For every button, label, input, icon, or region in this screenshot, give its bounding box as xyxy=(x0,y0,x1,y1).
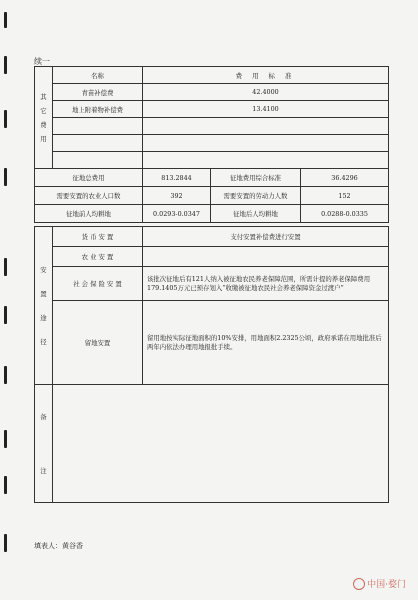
binding-mark xyxy=(4,258,7,276)
agriculture-resettlement-row xyxy=(35,247,389,267)
filled-by: 填表人：黄谷香 xyxy=(34,542,83,550)
other-fees-header-row xyxy=(35,67,389,84)
agriculture-resettlement-label: 农 业 安 置 xyxy=(53,247,143,267)
labor-population-label: 需要安置的劳动力人数 xyxy=(211,187,301,205)
farmer-population-value: 392 xyxy=(143,187,211,205)
binding-mark xyxy=(4,430,7,448)
currency-resettlement-row xyxy=(35,227,389,247)
continued-label: 续一 xyxy=(34,57,50,66)
binding-mark xyxy=(4,306,7,324)
social-insurance-text: 该批次征地后有121人纳入被征地农民养老保障范围，所需计提的养老保障费用179.1405万元已预存划入“收缴被征地农民社会养老保障资金过渡户” xyxy=(143,267,389,301)
land-after-value: 0.0288-0.0335 xyxy=(301,205,389,223)
currency-resettlement-text: 支付安置补偿费进行安置 xyxy=(143,227,389,247)
name-header: 名称 xyxy=(53,67,143,84)
watermark-seal-icon xyxy=(353,578,365,590)
land-acquisition-form xyxy=(34,66,389,503)
remarks-row xyxy=(35,385,389,503)
social-insurance-label: 社 会 保 险 安 置 xyxy=(53,267,143,301)
total-fee-row xyxy=(35,169,389,187)
reserved-land-label: 留地安置 xyxy=(53,301,143,385)
fee-value: 13.4100 xyxy=(143,101,389,118)
per-capita-land-row xyxy=(35,205,389,223)
table-row xyxy=(35,101,389,118)
site-watermark: 中国·婺门 xyxy=(353,577,406,591)
reserved-land-text: 留用地按实际征地面积的10%安排，用地面积2.2325公顷，政府承诺在用地批准后两年内依法办理用地报批手续。 xyxy=(143,301,389,385)
land-before-label: 征地前人均耕地 xyxy=(35,205,143,223)
table-row-empty xyxy=(35,135,389,152)
currency-resettlement-label: 货 币 安 置 xyxy=(53,227,143,247)
fee-value: 42.4000 xyxy=(143,84,389,101)
combined-standard-value: 36.4296 xyxy=(301,169,389,187)
labor-population-value: 152 xyxy=(301,187,389,205)
combined-standard-label: 征地费用综合标准 xyxy=(211,169,301,187)
binding-mark xyxy=(4,56,7,74)
reserved-land-row xyxy=(35,301,389,385)
table-row-empty xyxy=(35,118,389,135)
binding-mark xyxy=(4,476,7,494)
population-row xyxy=(35,187,389,205)
land-after-label: 征地后人均耕地 xyxy=(211,205,301,223)
table-row-empty xyxy=(35,152,389,169)
standard-header: 费 用 标 准 xyxy=(143,67,389,84)
land-before-value: 0.0293-0.0347 xyxy=(143,205,211,223)
total-fee-label: 征地总费用 xyxy=(35,169,143,187)
fee-name: 地上附着物补偿费 xyxy=(53,101,143,118)
social-insurance-row xyxy=(35,267,389,301)
binding-mark xyxy=(4,534,7,552)
total-fee-value: 813.2844 xyxy=(143,169,211,187)
binding-mark xyxy=(4,12,7,28)
remarks-group-label: 备 注 xyxy=(35,385,53,503)
binding-mark xyxy=(4,110,7,128)
agriculture-resettlement-text xyxy=(143,247,389,267)
table-row xyxy=(35,84,389,101)
fee-name: 青苗补偿费 xyxy=(53,84,143,101)
farmer-population-label: 需要安置的农业人口数 xyxy=(35,187,143,205)
binding-mark xyxy=(4,366,7,384)
binding-mark xyxy=(4,168,7,186)
remarks-text xyxy=(53,385,389,503)
other-fees-group-label: 其 它 费 用 xyxy=(35,67,53,169)
resettlement-group-label: 安 置 途 径 xyxy=(35,227,53,385)
